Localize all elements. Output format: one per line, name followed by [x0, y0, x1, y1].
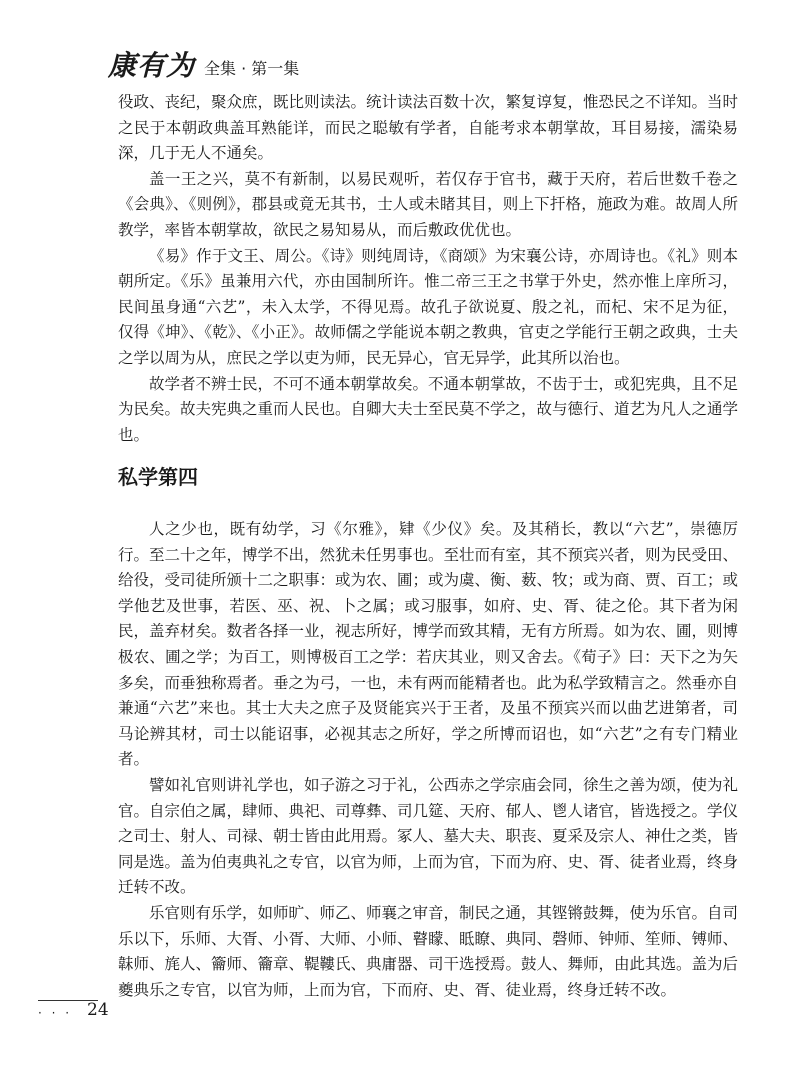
- page-number: 24: [87, 1000, 109, 1020]
- paragraph: 譬如礼官则讲礼学也，如子游之习于礼，公西赤之学宗庙会同，徐生之善为颂，使为礼官。自宗伯之属，肆师、典祀、司尊彝、司几筵、天府、郁人、鬯人诸官，皆选授之。学仪之司士、射人、司禄、朝士皆由此用焉。冢人、墓大夫、职丧、夏采及宗人、神仕之类，皆同是选。盖为伯夷典礼之专官，以官为师，上而为官，下而为府、史、胥、徒者业焉，终身迁转不改。: [118, 775, 739, 897]
- footer-dots: · · ·: [38, 1006, 73, 1020]
- author-calligraphy-logo: 康有为: [108, 49, 196, 82]
- paragraph: 《易》作于文王、周公。《诗》则纯周诗，《商颂》为宋襄公诗，亦周诗也。《礼》则本朝所定。《乐》虽兼用六代，亦由国制所许。惟二帝三王之书掌于外史，然亦惟上庠所习，民间虽身通“六艺”，未入太学，不得见焉。故孔子欲说夏、殷之礼，而杞、宋不足为征，仅得《坤》、《乾》、《小正》。故师儒之学能说本朝之教典，官吏之学能行王朝之政典，士夫之学以周为从，庶民之学以吏为师，民无异心，官无异学，此其所以治也。: [118, 246, 738, 367]
- paragraph: 盖一王之兴，莫不有新制，以易民观听，若仅存于官书，藏于天府，若后世数千卷之《会典》、《则例》，郡县或竟无其书，士人或未睹其目，则上下扞格，施政为难。故周人所教学，率皆本朝掌故，欲民之易知易从，而后敷政优优也。: [118, 169, 738, 239]
- paragraph: 乐官则有乐学，如师旷、师乙、师襄之审音，制民之通，其铿锵鼓舞，使为乐官。自司乐以下，乐师、大胥、小胥、大师、小师、瞽矇、眡瞭、典同、磬师、钟师、笙师、镈师、韎师、旄人、籥师、籥章、鞮鞻氏、典庸器、司干选授焉。鼓人、舞师，由此其选。盖为后夔典乐之专官，以官为师，上而为官，下而府、史、胥、徒业焉，终身迁转不改。: [118, 903, 739, 999]
- text-block-bottom: [118, 517, 738, 1003]
- running-header: [108, 36, 748, 86]
- book-subtitle: 全集 · 第一集: [204, 59, 300, 78]
- paragraph: 故学者不辨士民，不可不通本朝掌故矣。不通本朝掌故，不齿于士，或犯宪典，且不足为民矣。故夫宪典之重而人民也。自卿大夫士至民莫不学之，故与德行、道艺为凡人之通学也。: [118, 374, 739, 444]
- text-block-top: [118, 90, 738, 448]
- paragraph: 役政、丧纪，聚众庶，既比则读法。统计读法百数十次，繁复谆复，惟恐民之不详知。当时之民于本朝政典盖耳熟能详，而民之聪敏有学者，自能考求本朝掌故，耳目易接，濡染易深，几于无人不通矣。: [118, 93, 739, 163]
- paragraph: 人之少也，既有幼学，习《尔雅》，肄《少仪》矣。及其稍长，教以“六艺”，崇德厉行。至二十之年，博学不出，然犹未任男事也。至壮而有室，其不预宾兴者，则为民受田、给役，受司徒所颁十二之职事：或为农、圃；或为虞、衡、薮、牧；或为商、贾、百工；或学他艺及世事，若医、巫、祝、卜之属；或习服事，如府、史、胥、徒之伦。其下者为闲民，盖弃材矣。数者各择一业，视志所好，博学而致其精，无有方所焉。如为农、圃，则博极农、圃之学；为百工，则博极百工之学：若庆其业，则又舍去。《荀子》曰：天下之为矢多矣，而垂独称焉者。垂之为弓，一也，未有两而能精者也。此为私学致精言之。然垂亦自兼通“六艺”来也。其士大夫之庶子及贤能宾兴于王者，及虽不预宾兴而以曲艺进第者，司马论辨其材，司士以能诏事，必视其志之所好，学之所博而诏也，如“六艺”之有专门精业者。: [118, 520, 739, 769]
- section-heading: 私学第四: [118, 465, 198, 489]
- page-footer: [38, 990, 158, 1030]
